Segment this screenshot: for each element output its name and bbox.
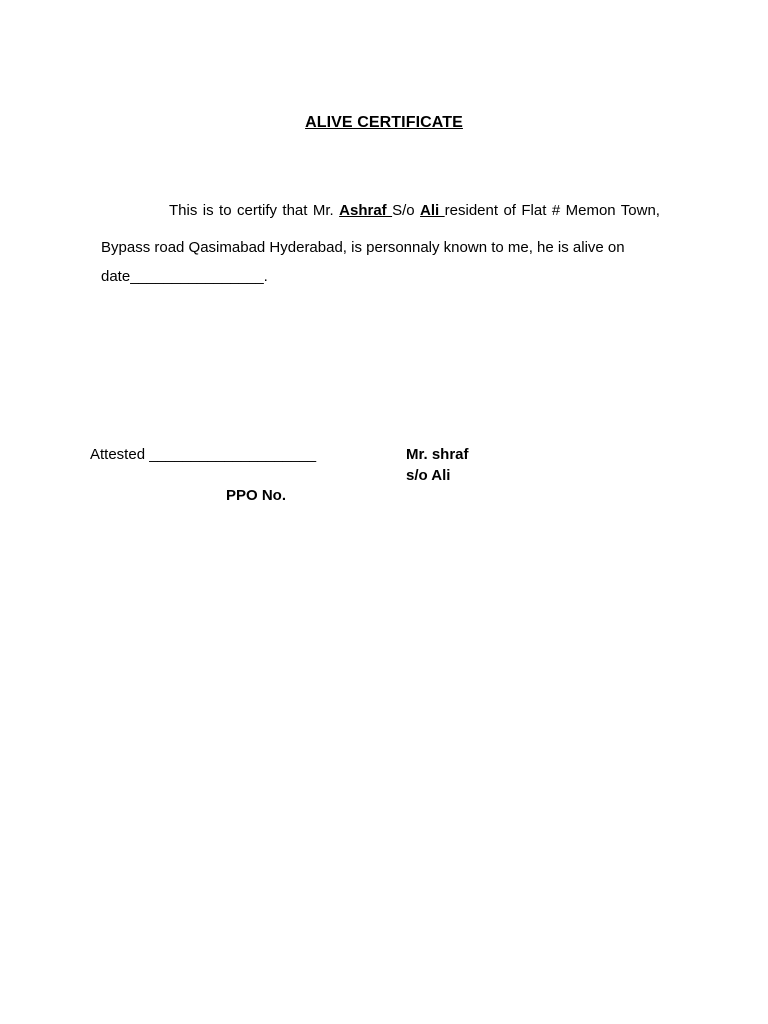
father-name: Ali xyxy=(420,202,445,219)
person-name: Ashraf xyxy=(339,202,393,219)
body-text-address: resident of Flat # Memon Town, Bypass road Qasimabad Hyderabad, is personnaly known to me, he is alive on xyxy=(101,202,660,256)
signer-name: Mr. shraf xyxy=(406,446,469,463)
certificate-title: ALIVE CERTIFICATE xyxy=(305,114,463,131)
attested-line: Attested ____________________ xyxy=(90,446,317,463)
body-text-intro: This is to certify that Mr. xyxy=(169,202,340,219)
body-text-so: S/o xyxy=(392,202,421,219)
certificate-body xyxy=(101,193,660,266)
signer-relation: s/o Ali xyxy=(406,467,451,484)
ppo-number-label: PPO No. xyxy=(226,487,287,504)
date-line: date________________. xyxy=(101,268,268,285)
